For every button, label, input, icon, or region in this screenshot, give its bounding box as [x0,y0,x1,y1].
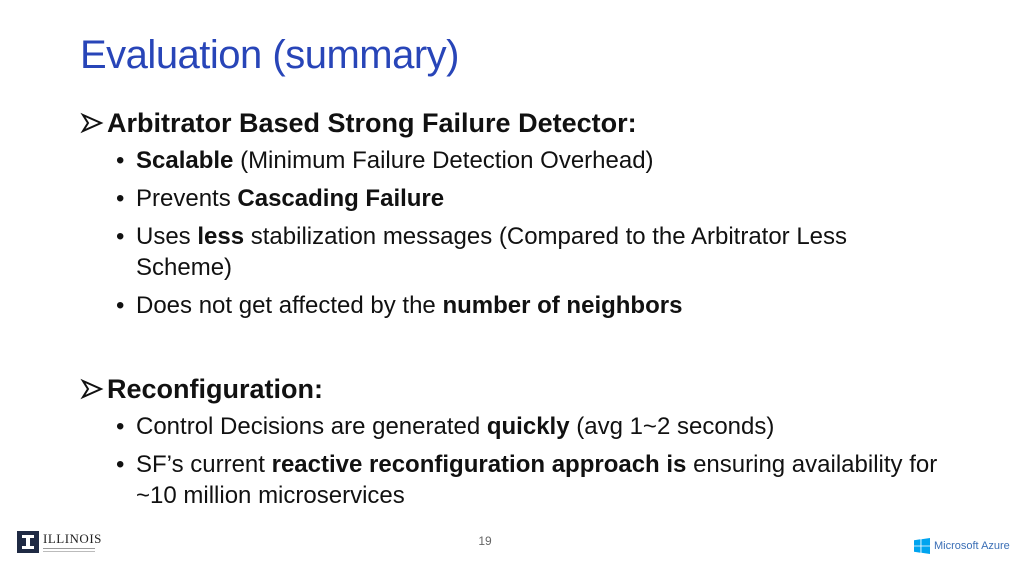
microsoft-azure-logo [914,536,1010,556]
section-heading [80,104,960,142]
illinois-wordmark: ILLINOIS [43,531,102,546]
bullet-bold-text: less [197,223,245,250]
section-heading-text: Arbitrator Based Strong Failure Detector: [107,108,637,138]
bullet-text: Prevents [136,185,238,212]
bullet-bold-text: Cascading Failure [237,185,445,212]
bullet-bold-text: quickly [486,413,570,440]
bullet-item [136,290,960,321]
illinois-logo [16,528,102,556]
bullet-bold-text: Scalable [136,147,234,174]
arrow-bullet-icon [80,112,104,134]
logo-rule [43,548,95,549]
bullet-item [136,183,960,214]
bullet-bold-text: reactive reconfiguration approach is [271,451,687,478]
bullet-item [136,221,960,283]
bullet-list [80,411,960,511]
bullet-text: (Minimum Failure Detection Overhead) [233,147,654,174]
section-heading-text: Reconfiguration: [107,374,323,404]
section-failure-detector [80,104,960,321]
bullet-item [136,145,960,176]
microsoft-azure-wordmark: Microsoft Azure [934,540,1010,552]
slide-title: Evaluation (summary) [80,33,460,77]
logo-rule [43,551,95,552]
arrow-bullet-icon [80,378,104,400]
section-reconfiguration [80,370,960,511]
bullet-text: Control Decisions are generated [136,413,487,440]
bullet-item [136,449,960,511]
bullet-item [136,411,960,442]
bullet-text: (avg 1~2 seconds) [569,413,775,440]
bullet-text: SF’s current [136,451,272,478]
section-heading [80,370,960,408]
windows-logo-icon [914,538,930,554]
bullet-text: ensuring availability for ~10 million microservices [136,451,938,509]
page-number: 19 [478,534,492,548]
bullet-text: Uses [136,223,198,250]
bullet-text: stabilization messages (Compared to the Arbitrator Less Scheme) [136,223,848,281]
bullet-text: Does not get affected by the [136,292,443,319]
bullet-bold-text: number of neighbors [442,292,683,319]
block-i-icon [16,530,40,554]
bullet-list [80,145,960,321]
